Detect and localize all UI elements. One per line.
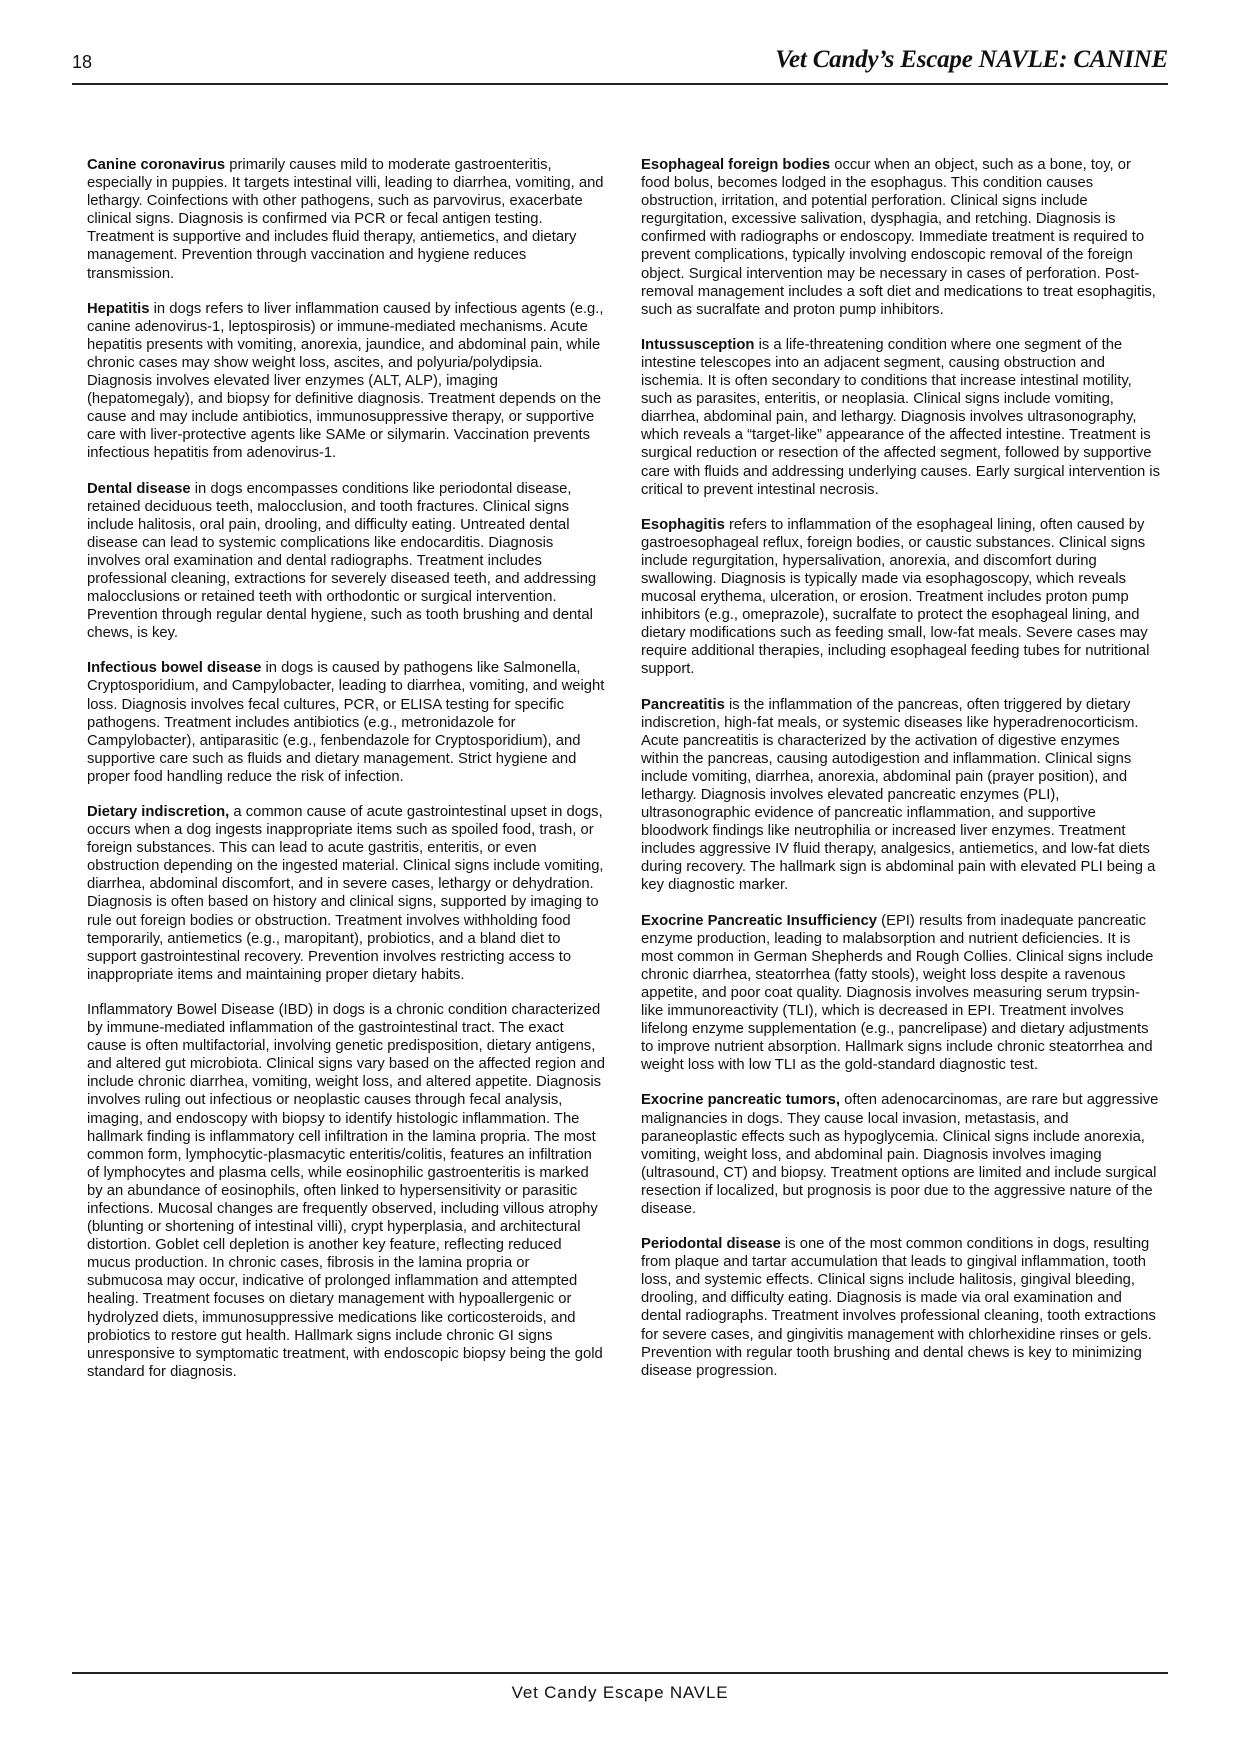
entry-term: Exocrine Pancreatic Insufficiency: [641, 912, 878, 929]
running-head-title: Vet Candy’s Escape NAVLE: CANINE: [775, 46, 1168, 73]
entry-term: Dental disease: [87, 480, 191, 497]
header-rule: [72, 83, 1168, 85]
entry-intussusception: [641, 336, 1161, 499]
entry-esophagitis: [641, 516, 1161, 679]
entry-text: in dogs is caused by pathogens like Salmonella, Cryptosporidium, and Campylobacter, leading to diarrhea, vomiting, and weight loss. Diagnosis involves fecal cultures, PCR, or ELISA testing for specific pathogens. Treatment includes antibiotics (e.g., metronidazole for Campylobacter), antiparasitic (e.g., fenbendazole for Cryptosporidium), and supportive care such as fluids and dietary management. Strict hygiene and proper food handling reduce the risk of infection.: [87, 660, 605, 785]
entry-periodontal-disease: [641, 1235, 1161, 1380]
entry-infectious-bowel-disease: [87, 659, 607, 786]
entry-text: (EPI) results from inadequate pancreatic enzyme production, leading to malabsorption and nutrient deficiencies. It is most common in German Shepherds and Rough Collies. Clinical signs include chronic diarrhea, steatorrhea (fatty stools), weight loss despite a ravenous appetite, and poor coat quality. Diagnosis involves measuring serum trypsin-like immunoreactivity (TLI), which is decreased in EPI. Treatment involves lifelong enzyme supplementation (e.g., pancrelipase) and dietary adjustments to improve nutrient absorption. Hallmark signs include chronic steatorrhea and weight loss with low TLI as the gold-standard diagnostic test.: [641, 912, 1154, 1074]
entry-term: Periodontal disease: [641, 1236, 781, 1253]
entry-text: Inflammatory Bowel Disease (IBD) in dogs is a chronic condition characterized by immune-mediated inflammation of the gastrointestinal tract. The exact cause is often multifactorial, involving genetic predisposition, dietary antigens, and altered gut microbiota. Clinical signs vary based on the affected region and include chronic diarrhea, vomiting, weight loss, and altered appetite. Diagnosis involves ruling out infectious or neoplastic causes through fecal analysis, imaging, and endoscopy with biopsy to identify histologic inflammation. The hallmark finding is inflammatory cell infiltration in the lamina propria. The most common form, lymphocytic-plasmacytic enteritis/colitis, features an infiltration of lymphocytes and plasma cells, while eosinophilic gastroenteritis is marked by an abundance of eosinophils, often linked to hypersensitivity or parasitic infections. Mucosal changes are frequently observed, including villous atrophy (blunting or shortening of intestinal villi), crypt hyperplasia, and architectural distortion. Goblet cell depletion is another key feature, reflecting reduced mucus production. In chronic cases, fibrosis in the lamina propria or submucosa may occur, indicative of prolonged inflammation and attempted healing. Treatment focuses on dietary management with hypoallergenic or hydrolyzed diets, immunosuppressive medications like corticosteroids, and probiotics to restore gut health. Hallmark signs include chronic GI signs unresponsive to symptomatic treatment, with endoscopic biopsy being the gold standard for diagnosis.: [87, 1001, 605, 1380]
entry-term: Canine coronavirus: [87, 157, 226, 173]
page-number: 18: [72, 52, 93, 72]
entry-pancreatitis: [641, 696, 1161, 895]
entry-inflammatory-bowel-disease: [87, 1001, 607, 1381]
entry-text: in dogs encompasses conditions like periodontal disease, retained deciduous teeth, malocclusion, and tooth fractures. Clinical signs include halitosis, oral pain, drooling, and difficulty eating. Untreated dental disease can lead to systemic complications like endocarditis. Diagnosis involves oral examination and dental radiographs. Treatment includes professional cleaning, extractions for severely diseased teeth, and addressing malocclusions or retained teeth with orthodontic or surgical intervention. Prevention through regular dental hygiene, such as tooth brushing and dental chews, is key.: [87, 480, 597, 642]
footer-rule: [72, 1672, 1168, 1674]
entry-text: is the inflammation of the pancreas, often triggered by dietary indiscretion, high-fat meals, or systemic diseases like hyperadrenocorticism. Acute pancreatitis is characterized by the activation of digestive enzymes within the pancreas, causing autodigestion and inflammation. Clinical signs include vomiting, diarrhea, anorexia, abdominal pain (prayer position), and lethargy. Diagnosis involves elevated pancreatic enzymes (PLI), ultrasonographic evidence of pancreatic inflammation, and supportive bloodwork findings like neutrophilia or increased liver enzymes. Treatment includes aggressive IV fluid therapy, analgesics, antiemetics, and low-fat diets during recovery. The hallmark sign is abdominal pain with elevated PLI being a key diagnostic marker.: [641, 696, 1156, 894]
left-column: [87, 156, 607, 1398]
entry-term: Hepatitis: [87, 300, 150, 317]
entry-text: a common cause of acute gastrointestinal upset in dogs, occurs when a dog ingests inappropriate items such as spoiled food, trash, or foreign substances. This can lead to acute gastritis, enteritis, or even obstruction depending on the ingested material. Clinical signs include vomiting, diarrhea, abdominal discomfort, and in severe cases, lethargy or dehydration. Diagnosis is often based on history and clinical signs, supported by imaging to rule out foreign bodies or obstruction. Treatment involves withholding food temporarily, antiemetics (e.g., maropitant), probiotics, and a bland diet to support gastrointestinal recovery. Prevention involves restricting access to inappropriate items and maintaining proper dietary habits.: [87, 804, 604, 983]
entry-term: Esophagitis: [641, 516, 725, 533]
entry-text: refers to inflammation of the esophageal lining, often caused by gastroesophageal reflux, foreign bodies, or caustic substances. Clinical signs include regurgitation, hypersalivation, anorexia, and discomfort during swallowing. Diagnosis is typically made via esophagoscopy, which reveals mucosal erythema, ulceration, or erosion. Treatment includes proton pump inhibitors (e.g., omeprazole), sucralfate to protect the esophageal lining, and dietary modifications such as feeding small, low-fat meals. Severe cases may require additional therapies, including esophageal feeding tubes for nutritional support.: [641, 516, 1150, 678]
entry-text: in dogs refers to liver inflammation caused by infectious agents (e.g., canine adenovirus-1, leptospirosis) or immune-mediated mechanisms. Acute hepatitis presents with vomiting, anorexia, jaundice, and abdominal pain, while chronic cases may show weight loss, ascites, and polyuria/polydipsia. Diagnosis involves elevated liver enzymes (ALT, ALP), imaging (hepatomegaly), and biopsy for definitive diagnosis. Treatment depends on the cause and may include antibiotics, immunosuppressive therapy, or supportive care with liver-protective agents like SAMe or silymarin. Vaccination prevents infectious hepatitis from adenovirus-1.: [87, 300, 604, 462]
entry-text: primarily causes mild to moderate gastroenteritis, especially in puppies. It targets intestinal villi, leading to diarrhea, vomiting, and lethargy. Coinfections with other pathogens, such as parvovirus, exacerbate clinical signs. Diagnosis is confirmed via PCR or fecal antigen testing. Treatment is supportive and includes fluid therapy, antiemetics, and dietary management. Prevention through vaccination and hygiene reduces transmission.: [87, 157, 604, 282]
entry-term: Pancreatitis: [641, 696, 725, 713]
entry-text: often adenocarcinomas, are rare but aggressive malignancies in dogs. They cause local invasion, metastasis, and paraneoplastic effects such as hypoglycemia. Clinical signs include anorexia, vomiting, weight loss, and abdominal pain. Diagnosis involves imaging (ultrasound, CT) and biopsy. Treatment options are limited and include surgical resection if localized, but prognosis is poor due to the aggressive nature of the disease.: [641, 1092, 1159, 1217]
entry-exocrine-pancreatic-insufficiency: [641, 912, 1161, 1075]
entry-dental-disease: [87, 480, 607, 643]
entry-term: Dietary indiscretion,: [87, 804, 230, 820]
footer-text: Vet Candy Escape NAVLE: [511, 1683, 729, 1702]
entry-text: is a life-threatening condition where one segment of the intestine telescopes into an adjacent segment, causing obstruction and ischemia. It is often secondary to conditions that increase intestinal motility, such as parasites, enteritis, or neoplasia. Clinical signs include vomiting, diarrhea, abdominal pain, and lethargy. Diagnosis involves ultrasonography, which reveals a “target-like” appearance of the affected intestine. Treatment is surgical reduction or resection of the affected segment, followed by supportive care with fluids and addressing underlying causes. Early surgical intervention is critical to prevent intestinal necrosis.: [641, 336, 1160, 498]
entry-canine-coronavirus: [87, 156, 607, 283]
entry-term: Intussusception: [641, 336, 755, 353]
entry-term: Exocrine pancreatic tumors,: [641, 1092, 841, 1109]
entry-hepatitis: [87, 300, 607, 463]
entry-text: occur when an object, such as a bone, toy, or food bolus, becomes lodged in the esophagus. This condition causes obstruction, irritation, and potential perforation. Clinical signs include regurgitation, excessive salivation, dysphagia, and retching. Diagnosis is confirmed with radiographs or endoscopy. Immediate treatment is required to prevent complications, typically involving endoscopic removal of the foreign object. Surgical intervention may be necessary in cases of perforation. Post-removal management includes a soft diet and medications to treat esophagitis, such as sucralfate and proton pump inhibitors.: [641, 157, 1156, 318]
entry-dietary-indiscretion: [87, 803, 607, 984]
entry-text: is one of the most common conditions in dogs, resulting from plaque and tartar accumulation that leads to gingival inflammation, tooth loss, and systemic effects. Clinical signs include halitosis, gingival bleeding, drooling, and difficulty eating. Diagnosis is made via oral examination and dental radiographs. Treatment involves professional cleaning, tooth extractions for severe cases, and gingivitis management with chlorhexidine rinses or gels. Prevention with regular tooth brushing and dental chews is key to minimizing disease progression.: [641, 1236, 1156, 1379]
entry-term: Infectious bowel disease: [87, 660, 262, 677]
right-column: [641, 156, 1161, 1397]
entry-term: Esophageal foreign bodies: [641, 157, 831, 173]
entry-exocrine-pancreatic-tumors: [641, 1091, 1161, 1218]
entry-esophageal-foreign-bodies: [641, 156, 1161, 319]
